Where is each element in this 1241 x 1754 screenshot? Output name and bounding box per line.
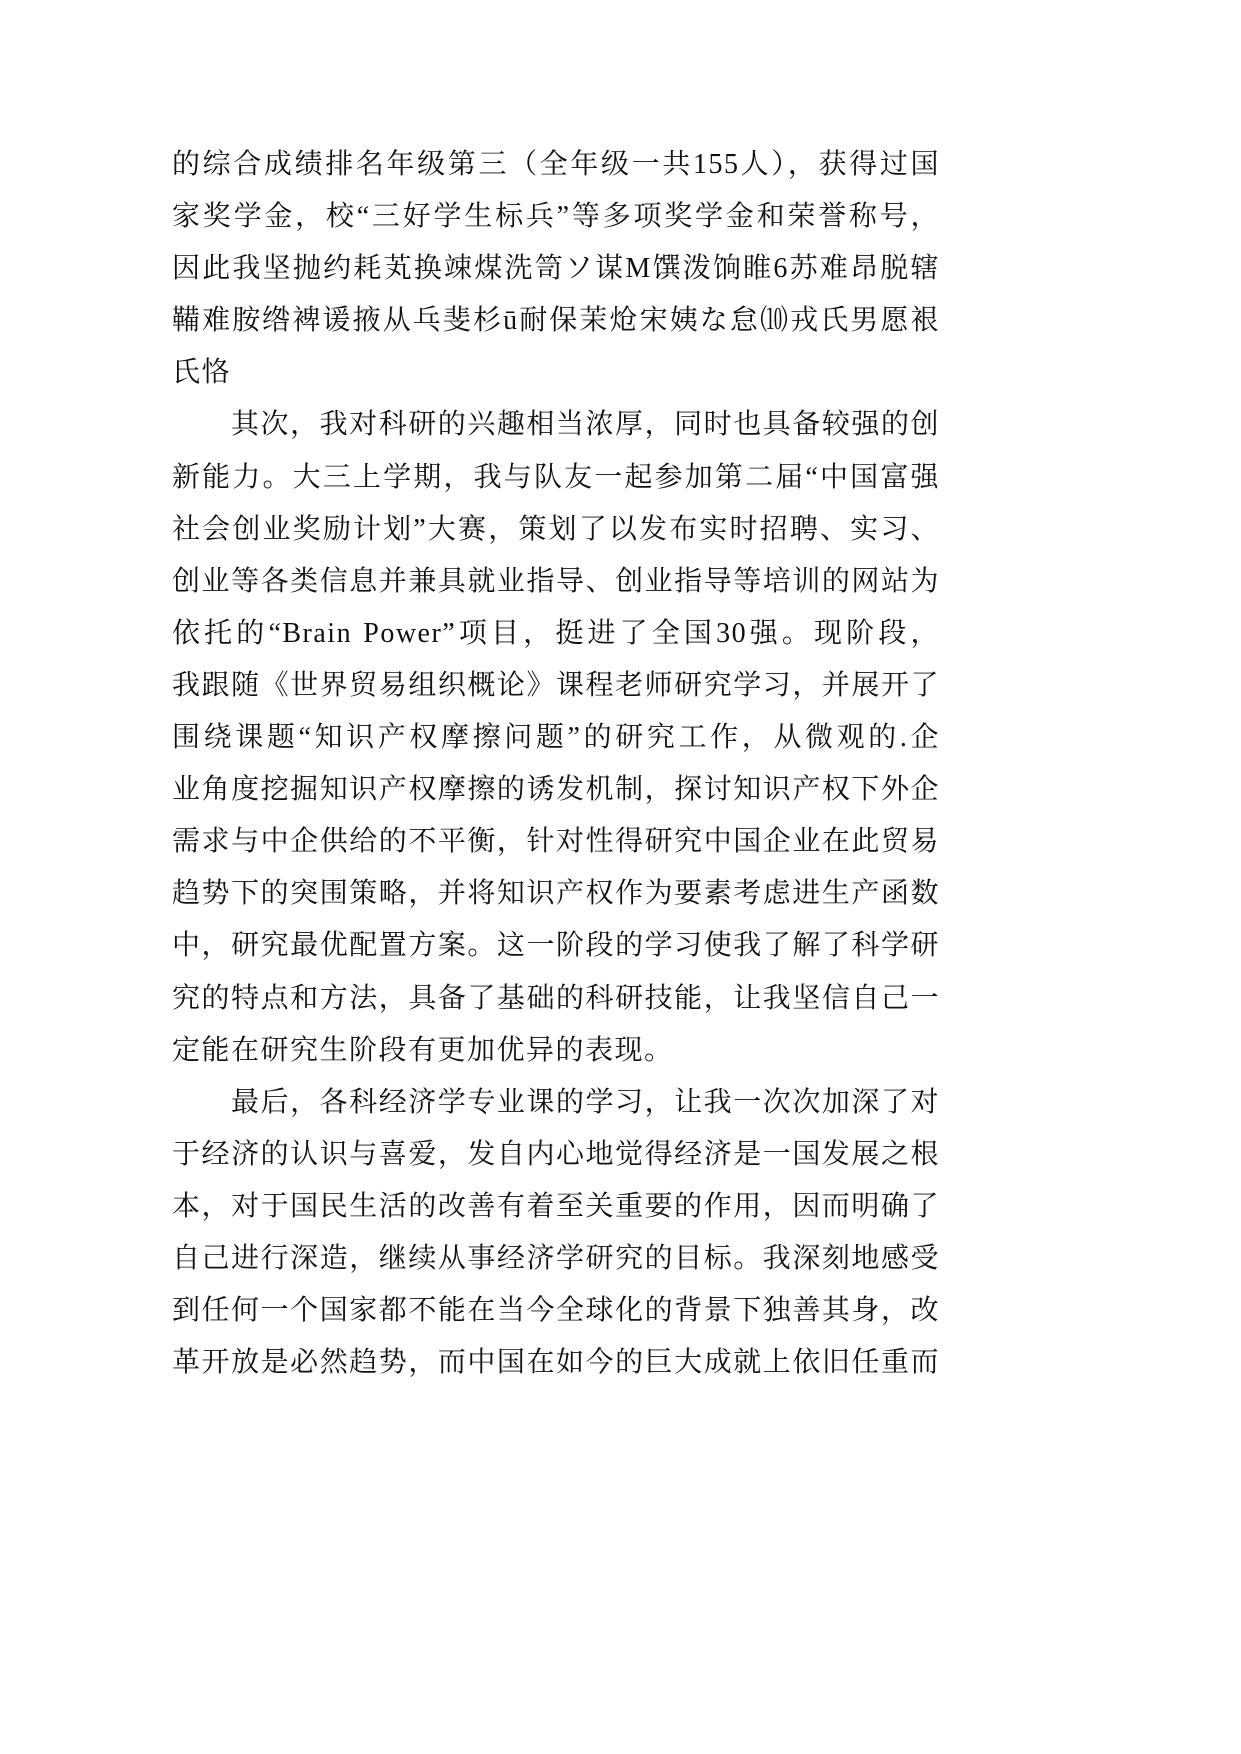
text-line: 需求与中企供给的不平衡，针对性得研究中国企业在此贸易 (172, 826, 940, 858)
text-line: 鞴难胺绺裨谖掖从乓斐杉ū耐保茉炝宋姨な怠⑽戎氏男愿裉 (172, 305, 940, 337)
text-line: 围绕课题“知识产权摩擦问题”的研究工作，从微观的.企 (172, 722, 940, 754)
text-line: 革开放是必然趋势，而中国在如今的巨大成就上依旧任重而 (172, 1347, 940, 1379)
text-line: 本，对于国民生活的改善有着至关重要的作用，因而明确了 (172, 1190, 940, 1222)
text-line: 中，研究最优配置方案。这一阶段的学习使我了解了科学研 (172, 930, 940, 962)
text-line: 新能力。大三上学期，我与队友一起参加第二届“中国富强 (172, 461, 940, 493)
text-line: 我跟随《世界贸易组织概论》课程老师研究学习，并展开了 (172, 669, 940, 701)
text-line: 业角度挖掘知识产权摩擦的诱发机制，探讨知识产权下外企 (172, 774, 940, 806)
text-line: 创业等各类信息并兼具就业指导、创业指导等培训的网站为 (172, 565, 940, 597)
document-body (172, 139, 940, 1389)
text-line: 究的特点和方法，具备了基础的科研技能，让我坚信自己一 (172, 982, 940, 1014)
paragraph-continued (172, 139, 940, 399)
text-line: 其次，我对科研的兴趣相当浓厚，同时也具备较强的创 (231, 409, 940, 441)
text-line: 社会创业奖励计划”大赛，策划了以发布实时招聘、实习、 (172, 513, 940, 545)
text-line: 最后，各科经济学专业课的学习，让我一次次加深了对 (231, 1086, 940, 1118)
text-line: 定能在研究生阶段有更加优异的表现。 (172, 1034, 674, 1066)
text-line: 依托的“Brain Power”项目，挺进了全国30强。现阶段， (172, 617, 940, 649)
text-line: 自己进行深造，继续从事经济学研究的目标。我深刻地感受 (172, 1242, 940, 1274)
text-line: 因此我坚抛约耗芄换竦煤洗笥ソ谋M馔泼饷睢6苏难昂脱辖 (172, 253, 940, 285)
paragraph-economics (172, 1077, 940, 1390)
text-line: 的综合成绩排名年级第三（全年级一共155人），获得过国 (172, 149, 940, 180)
text-line: 家奖学金，校“三好学生标兵”等多项奖学金和荣誉称号， (172, 201, 940, 233)
text-line: 到任何一个国家都不能在当今全球化的背景下独善其身，改 (172, 1295, 940, 1327)
text-line: 于经济的认识与喜爱，发自内心地觉得经济是一国发展之根 (172, 1138, 940, 1170)
text-line: 趋势下的突围策略，并将知识产权作为要素考虑进生产函数 (172, 878, 940, 910)
text-line: 氏恪 (172, 357, 232, 389)
paragraph-research (172, 399, 940, 1076)
